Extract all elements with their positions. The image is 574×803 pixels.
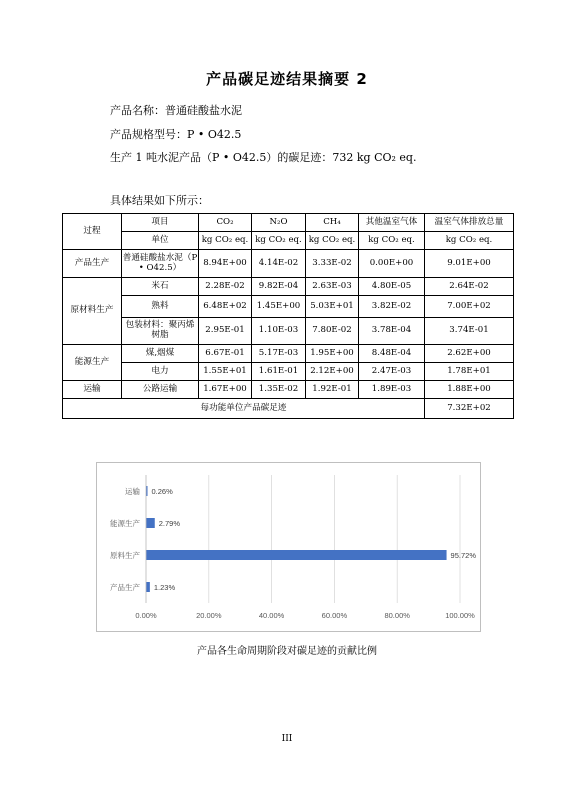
page-number: III xyxy=(281,734,293,744)
header-n2o: N₂O xyxy=(252,214,306,232)
row-value: 1.55E+01 xyxy=(199,363,252,381)
product-spec-line: 产品规格型号：P • O42.5 xyxy=(110,128,242,141)
unit-cell: kg CO₂ eq. xyxy=(425,232,514,250)
data-label: 0.26% xyxy=(151,487,173,496)
row-item: 煤,烟煤 xyxy=(122,345,199,363)
row-value: 8.94E+00 xyxy=(199,250,252,278)
total-value: 7.32E+02 xyxy=(425,399,514,419)
table-row xyxy=(63,363,514,381)
data-label: 1.23% xyxy=(153,583,176,592)
row-value: 9.82E-04 xyxy=(252,278,306,296)
row-item: 公路运输 xyxy=(122,381,199,399)
table-unit-row xyxy=(63,232,514,250)
row-value: 1.45E+00 xyxy=(252,296,306,318)
row-value: 3.82E-02 xyxy=(359,296,425,318)
group-energy: 能源生产 xyxy=(63,345,122,381)
x-tick-label: 40.00% xyxy=(258,611,285,620)
unit-cell: kg CO₂ eq. xyxy=(359,232,425,250)
category-label: 能源生产 xyxy=(110,519,140,528)
row-value: 2.64E-02 xyxy=(425,278,514,296)
row-item: 米石 xyxy=(122,278,199,296)
row-value: 8.48E-04 xyxy=(359,345,425,363)
x-tick-label: 100.00% xyxy=(445,611,475,620)
row-item: 普通硅酸盐水泥（P • O42.5） xyxy=(122,250,199,278)
row-value: 3.33E-02 xyxy=(306,250,359,278)
unit-cell: kg CO₂ eq. xyxy=(306,232,359,250)
results-intro: 具体结果如下所示： xyxy=(110,194,209,207)
row-value: 6.67E-01 xyxy=(199,345,252,363)
data-label: 95.72% xyxy=(450,551,476,560)
contribution-chart xyxy=(96,462,481,632)
row-value: 1.35E-02 xyxy=(252,381,306,399)
row-value: 1.89E-03 xyxy=(359,381,425,399)
row-value: 5.03E+01 xyxy=(306,296,359,318)
table-row xyxy=(63,381,514,399)
results-table xyxy=(62,213,514,419)
bar-chart-svg xyxy=(97,463,480,631)
table-total-row xyxy=(63,399,514,419)
x-tick-label: 0.00% xyxy=(135,611,157,620)
group-transport: 运输 xyxy=(63,381,122,399)
bar xyxy=(146,582,150,592)
row-value: 4.14E-02 xyxy=(252,250,306,278)
footprint-line: 生产 1 吨水泥产品（P • O42.5）的碳足迹：732 kg CO₂ eq. xyxy=(110,151,417,164)
row-value: 1.10E-03 xyxy=(252,318,306,345)
x-tick-label: 20.00% xyxy=(196,611,222,620)
group-raw: 原材料生产 xyxy=(63,278,122,345)
unit-label: 单位 xyxy=(122,232,199,250)
row-value: 9.01E+00 xyxy=(425,250,514,278)
table-header-row xyxy=(63,214,514,232)
header-item: 项目 xyxy=(122,214,199,232)
total-label: 每功能单位产品碳足迹 xyxy=(63,399,425,419)
row-value: 2.63E-03 xyxy=(306,278,359,296)
table-row xyxy=(63,345,514,363)
table-row xyxy=(63,318,514,345)
row-item: 包装材料：聚丙烯树脂 xyxy=(122,318,199,345)
row-value: 6.48E+02 xyxy=(199,296,252,318)
row-value: 4.80E-05 xyxy=(359,278,425,296)
row-value: 3.74E-01 xyxy=(425,318,514,345)
row-value: 1.92E-01 xyxy=(306,381,359,399)
row-item: 电力 xyxy=(122,363,199,381)
row-value: 1.67E+00 xyxy=(199,381,252,399)
row-value: 1.88E+00 xyxy=(425,381,514,399)
row-value: 1.78E+01 xyxy=(425,363,514,381)
row-value: 3.78E-04 xyxy=(359,318,425,345)
chart-caption: 产品各生命周期阶段对碳足迹的贡献比例 xyxy=(197,646,377,657)
bar xyxy=(146,518,155,528)
row-value: 1.61E-01 xyxy=(252,363,306,381)
category-label: 产品生产 xyxy=(110,583,140,592)
table-row xyxy=(63,250,514,278)
row-value: 2.62E+00 xyxy=(425,345,514,363)
page-title: 产品碳足迹结果摘要 2 xyxy=(206,70,368,88)
row-item: 熟料 xyxy=(122,296,199,318)
row-value: 7.80E-02 xyxy=(306,318,359,345)
header-co2: CO₂ xyxy=(199,214,252,232)
unit-cell: kg CO₂ eq. xyxy=(199,232,252,250)
row-value: 0.00E+00 xyxy=(359,250,425,278)
data-label: 2.79% xyxy=(158,519,181,528)
row-value: 5.17E-03 xyxy=(252,345,306,363)
row-value: 1.95E+00 xyxy=(306,345,359,363)
header-other: 其他温室气体 xyxy=(359,214,425,232)
bar xyxy=(146,550,447,560)
row-value: 2.28E-02 xyxy=(199,278,252,296)
row-value: 2.47E-03 xyxy=(359,363,425,381)
x-tick-label: 80.00% xyxy=(384,611,410,620)
header-ch4: CH₄ xyxy=(306,214,359,232)
header-process: 过程 xyxy=(63,214,122,250)
category-label: 原料生产 xyxy=(110,551,140,560)
product-name-line: 产品名称：普通硅酸盐水泥 xyxy=(110,104,242,117)
header-total: 温室气体排放总量 xyxy=(425,214,514,232)
table-row xyxy=(63,278,514,296)
table-row xyxy=(63,296,514,318)
x-tick-label: 60.00% xyxy=(321,611,348,620)
group-product: 产品生产 xyxy=(63,250,122,278)
unit-cell: kg CO₂ eq. xyxy=(252,232,306,250)
row-value: 2.95E-01 xyxy=(199,318,252,345)
category-label: 运输 xyxy=(125,487,140,496)
row-value: 7.00E+02 xyxy=(425,296,514,318)
row-value: 2.12E+00 xyxy=(306,363,359,381)
